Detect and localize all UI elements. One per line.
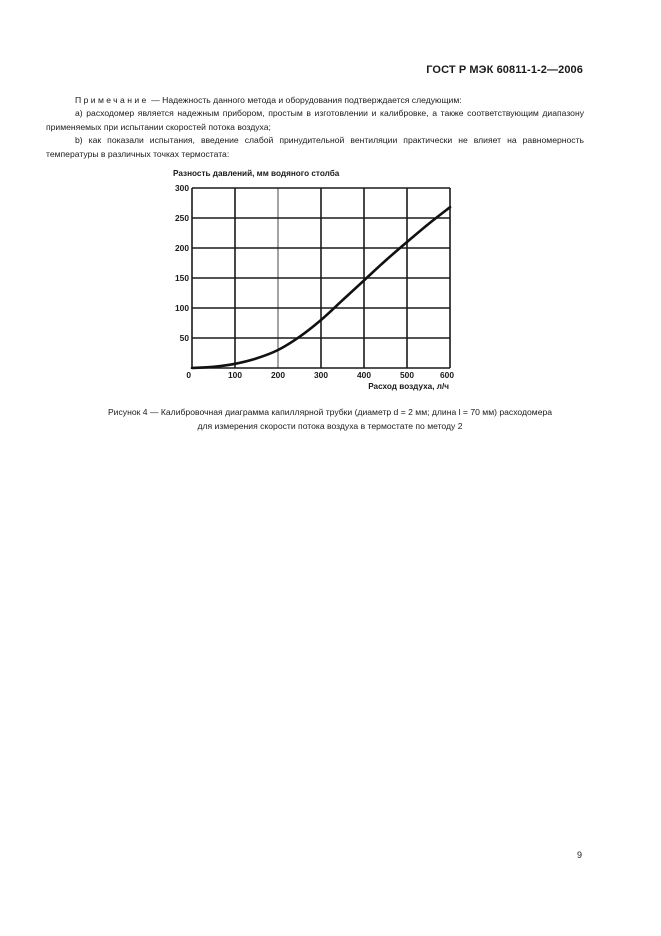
note-item-a: a) расходомер является надежным прибором, простым в изготовлении и калибровке, а также соответствующим диапазону применяемых при испытании скоростей потока воздуха; xyxy=(46,108,584,132)
page-number: 9 xyxy=(577,850,583,860)
y-tick-label: 200 xyxy=(175,243,189,253)
caption-line-1: Рисунок 4 — Калибровочная диаграмма капиллярной трубки (диаметр d = 2 мм; длина l = 70 мм) расходомера xyxy=(107,407,553,417)
y-tick-label: 300 xyxy=(175,183,189,193)
note-lead: — Надежность данного метода и оборудования подтверждается следующим: xyxy=(148,95,462,105)
note-item-b: b) как показали испытания, введение слабой принудительной вентиляции практически не влияет на равномерность температуры в различных точках термостата: xyxy=(46,135,584,159)
chart-ticks xyxy=(175,183,454,380)
note-label: Примечание xyxy=(75,95,149,105)
x-tick-label: 400 xyxy=(357,370,371,380)
y-tick-label: 150 xyxy=(175,273,189,283)
document-header: ГОСТ Р МЭК 60811-1-2—2006 xyxy=(426,64,583,76)
x-tick-label: 100 xyxy=(228,370,242,380)
x-tick-label: 500 xyxy=(400,370,414,380)
y-tick-label: 100 xyxy=(175,303,189,313)
x-tick-label: 600 xyxy=(440,370,454,380)
caption-line-2: для измерения скорости потока воздуха в термостате по методу 2 xyxy=(197,420,463,431)
calibration-chart xyxy=(160,164,470,396)
y-tick-label: 50 xyxy=(179,333,189,343)
x-tick-label: 200 xyxy=(271,370,285,380)
x-tick-label: 0 xyxy=(186,370,191,380)
chart-ylabel: Разность давлений, мм водяного столба xyxy=(173,169,340,178)
x-tick-label: 300 xyxy=(314,370,328,380)
chart-xlabel: Расход воздуха, л/ч xyxy=(368,382,449,391)
note-intro xyxy=(46,94,584,107)
chart-grid xyxy=(192,188,450,368)
y-tick-label: 250 xyxy=(175,213,189,223)
note-block xyxy=(46,94,584,161)
figure-caption xyxy=(40,406,620,433)
